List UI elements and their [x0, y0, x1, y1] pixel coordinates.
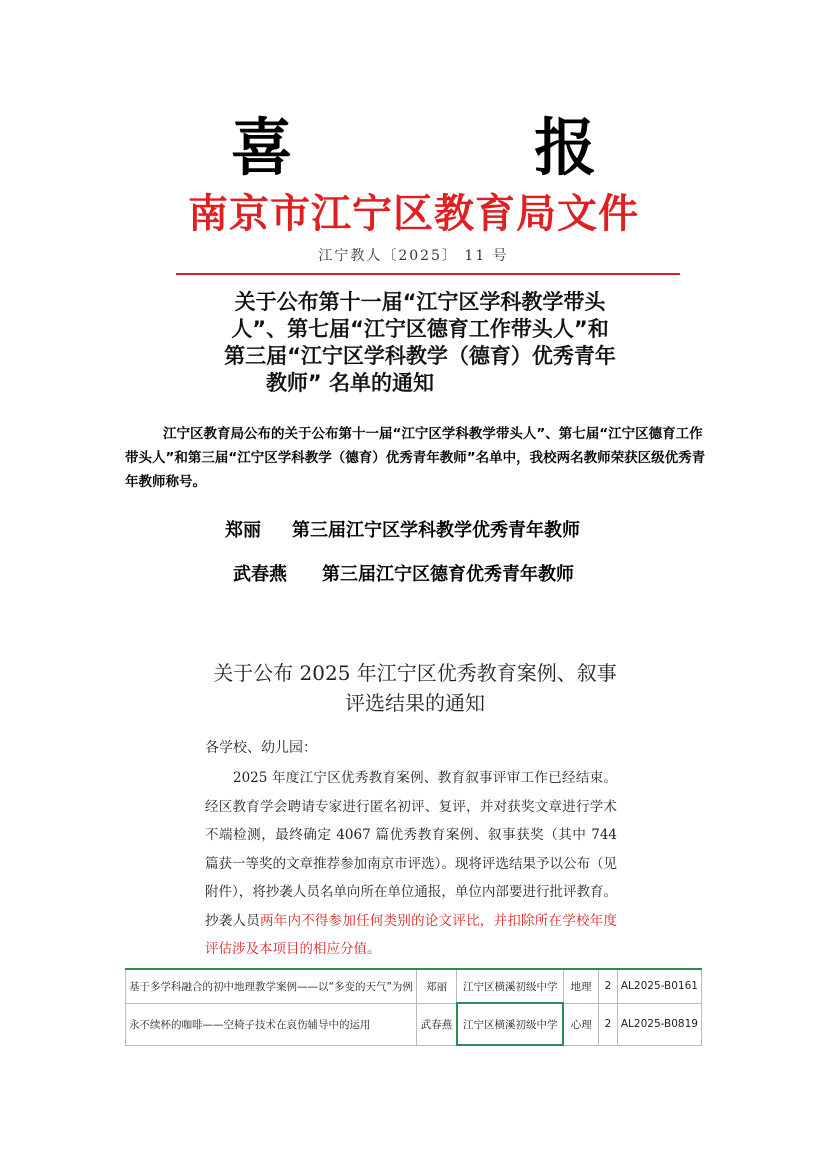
award-title: 第三届江宁区德育优秀青年教师 [322, 564, 574, 585]
cell-grade: 2 [599, 969, 618, 1003]
cell-subject: 心理 [563, 1003, 598, 1045]
cell-school: 江宁区横溪初级中学 [457, 969, 563, 1003]
cell-author: 郑丽 [416, 969, 457, 1003]
notice-title-line: 关于公布第十一届“江宁区学科教学带头 [234, 290, 606, 314]
table-row [126, 969, 702, 1003]
notice2-title-line: 评选结果的通知 [345, 691, 485, 715]
greeting: 各学校、幼儿园： [205, 740, 317, 756]
notice2-body-text: 2025 年度江宁区优秀教育案例、教育叙事评审工作已经结束。经区教育学会聘请专家进行匿名初评、复评，并对获奖文章进行学术不端检测，最终确定 4067 篇优秀教育案例、叙事获奖（其中 744 篇获一等奖的文章推荐参加南京市评选）。现将评选结果予以公布（见附件），将抄袭人员名单向所在单位通报，单位内部要进行批评教育。抄袭人员 [205, 770, 617, 929]
cell-code: AL2025-B0161 [617, 969, 701, 1003]
award-table [125, 968, 702, 1046]
cell-subject: 地理 [563, 969, 598, 1003]
notice2-title [150, 658, 680, 718]
notice-title-line: 教师” 名单的通知 [265, 371, 435, 395]
cell-author: 武春燕 [416, 1003, 457, 1045]
notice-title-line: 人”、第七届“江宁区德育工作带头人”和 [231, 317, 609, 341]
cell-title: 永不续杯的咖啡——空椅子技术在哀伤辅导中的运用 [126, 1003, 417, 1045]
cell-code: AL2025-B0819 [617, 1003, 701, 1045]
notice2-body [205, 764, 617, 964]
notice2-body-penalty: 两年内不得参加任何类别的论文评比，并扣除所在学校年度评估涉及本项目的相应分值。 [205, 912, 618, 957]
award-name: 武春燕 [233, 564, 287, 585]
issuing-org-heading: 南京市江宁区教育局文件 [188, 190, 639, 237]
award-title: 第三届江宁区学科教学优秀青年教师 [292, 520, 580, 541]
notice2-title-line: 关于公布 2025 年江宁区优秀教育案例、叙事 [213, 661, 617, 685]
announcement-paragraph: 江宁区教育局公布的关于公布第十一届“江宁区学科教学带头人”、第七届“江宁区德育工作带头人”和第三届“江宁区学科教学（德育）优秀青年教师”名单中，我校两名教师荣获区级优秀青年教师称号。 [125, 426, 706, 490]
cell-title: 基于多学科融合的初中地理教学案例——以“多变的天气”为例 [126, 969, 417, 1003]
red-divider [176, 273, 680, 275]
table-row [126, 1003, 702, 1045]
document-number: 江宁教人〔2025〕 11 号 [318, 248, 509, 264]
cell-grade: 2 [599, 1003, 618, 1045]
award-name: 郑丽 [225, 520, 261, 541]
cell-school: 江宁区横溪初级中学 [457, 1003, 563, 1045]
page-title: 喜 报 [230, 111, 707, 184]
notice-title-line: 第三届“江宁区学科教学（德育）优秀青年 [224, 344, 616, 368]
